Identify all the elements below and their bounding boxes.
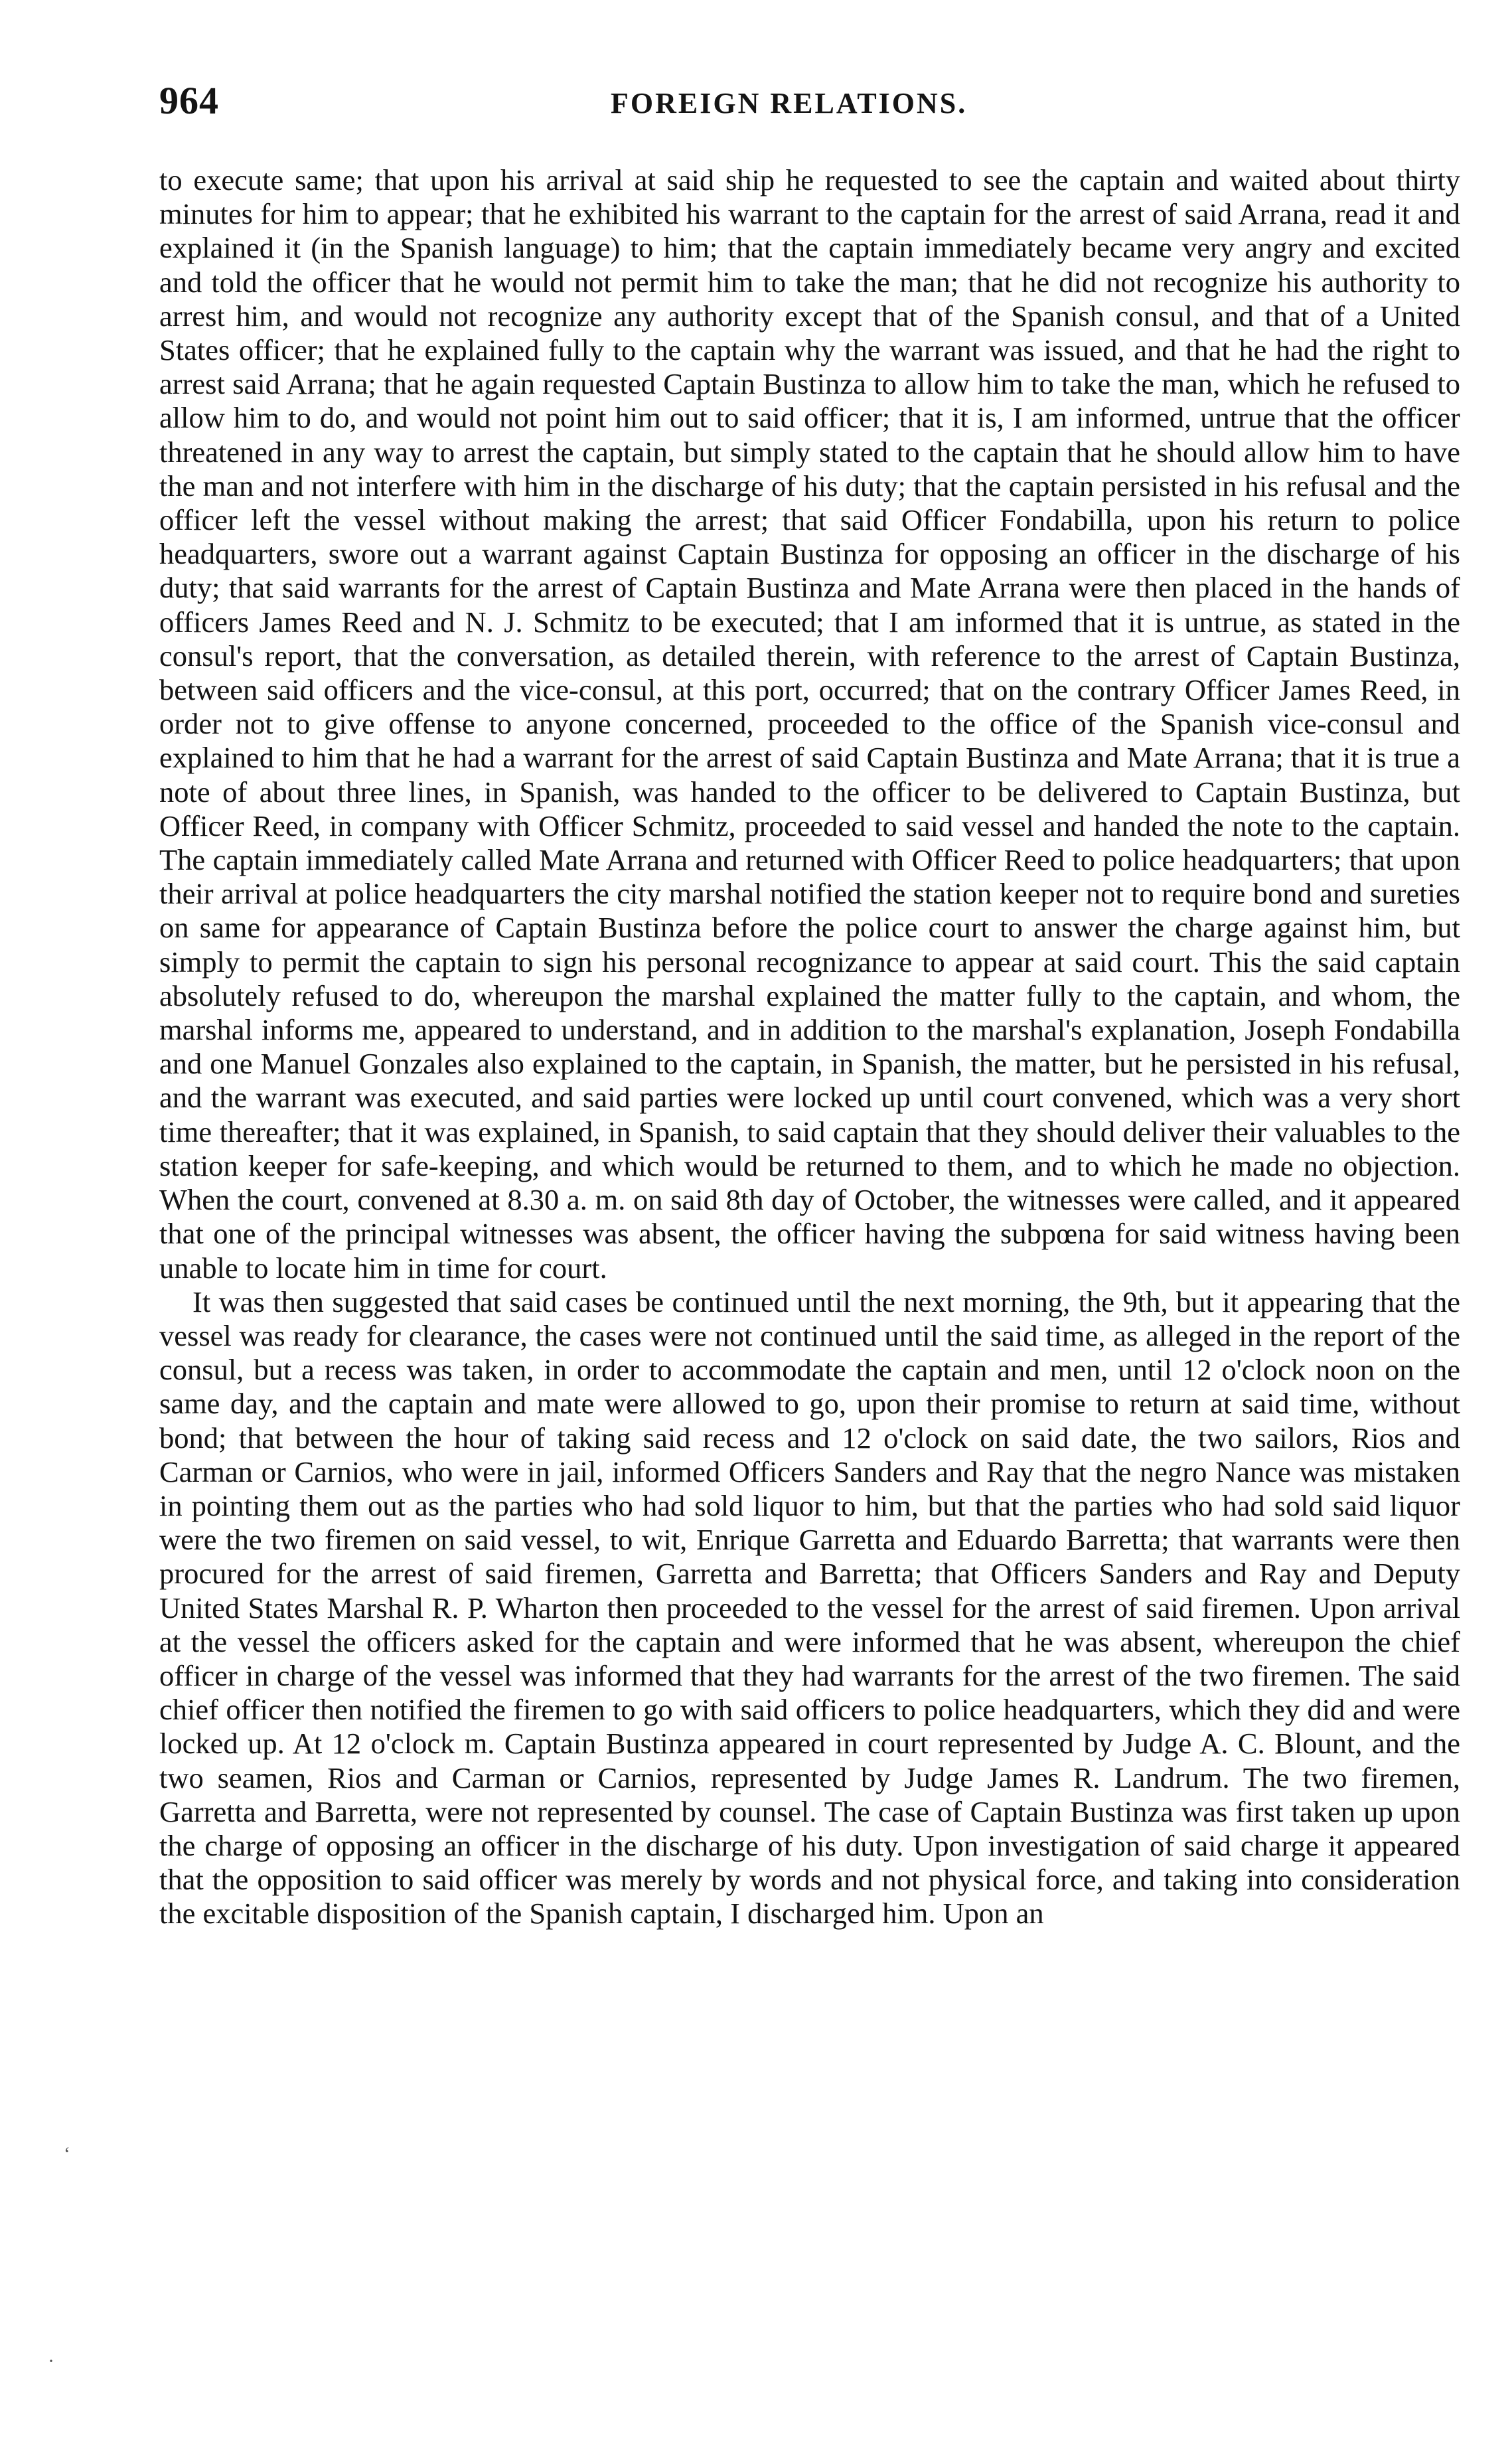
body-text [159,163,1460,1931]
paragraph: to execute same; that upon his arrival at said ship he requested to see the captain and waited about thirty minutes for him to appear; that he exhibited his warrant to the captain for the arrest of said Arrana, read it and explained it (in the Spanish language) to him; that the captain immediately became very angry and excited and told the officer that he would not permit him to take the man; that he did not recognize his authority to arrest him, and would not recognize any authority except that of the Spanish consul, and that of a United States officer; that he explained fully to the captain why the warrant was issued, and that he had the right to arrest said Arrana; that he again requested Captain Bustinza to allow him to take the man, which he refused to allow him to do, and would not point him out to said officer; that it is, I am informed, untrue that the officer threatened in any way to arrest the captain, but simply stated to the captain that he should allow him to have the man and not interfere with him in the discharge of his duty; that the captain persisted in his refusal and the officer left the vessel without making the arrest; that said Officer Fondabilla, upon his return to police headquarters, swore out a warrant against Captain Bustinza for opposing an officer in the discharge of his duty; that said warrants for the arrest of Captain Bustinza and Mate Arrana were then placed in the hands of officers James Reed and N. J. Schmitz to be executed; that I am informed that it is untrue, as stated in the consul's report, that the conversation, as detailed therein, with reference to the arrest of Captain Bustinza, between said officers and the vice-consul, at this port, occurred; that on the contrary Officer James Reed, in order not to give offense to anyone concerned, proceeded to the office of the Spanish vice-consul and explained to him that he had a warrant for the arrest of said Captain Bustinza and Mate Arrana; that it is true a note of about three lines, in Spanish, was handed to the officer to be delivered to Captain Bustinza, but Officer Reed, in company with Officer Schmitz, proceeded to said vessel and handed the note to the captain. The captain immediately called Mate Arrana and returned with Officer Reed to police headquarters; that upon their arrival at police headquarters the city marshal notified the station keeper not to require bond and sureties on same for appearance of Captain Bustinza before the police court to answer the charge against him, but simply to permit the captain to sign his personal recognizance to appear at said court. This the said captain absolutely refused to do, whereupon the marshal explained the matter fully to the captain, and whom, the marshal informs me, appeared to understand, and in addition to the marshal's explanation, Joseph Fondabilla and one Manuel Gonzales also explained to the captain, in Spanish, the matter, but he persisted in his refusal, and the warrant was executed, and said parties were locked up until court convened, which was a very short time thereafter; that it was explained, in Spanish, to said captain that they should deliver their valuables to the station keeper for safe-keeping, and which would be returned to them, and to which he made no objection. When the court, convened at 8.30 a. m. on said 8th day of October, the witnesses were called, and it appeared that one of the principal witnesses was absent, the officer having the subpœna for said witness having been unable to locate him in time for court. [159,163,1460,1285]
margin-mark: ‘ [64,2143,70,2165]
margin-mark: · [48,2350,54,2372]
page-header [159,78,1460,145]
paragraph: It was then suggested that said cases be continued until the next morning, the 9th, but it appearing that the vessel was ready for clearance, the cases were not continued until the said time, as alleged in the report of the consul, but a recess was taken, in order to accommodate the captain and men, until 12 o'clock noon on the same day, and the captain and mate were allowed to go, upon their promise to return at said time, without bond; that between the hour of taking said recess and 12 o'clock on said date, the two sailors, Rios and Carman or Carnios, who were in jail, informed Officers Sanders and Ray that the negro Nance was mistaken in pointing them out as the parties who had sold liquor to him, but that the parties who had sold said liquor were the two firemen on said vessel, to wit, Enrique Garretta and Eduardo Barretta; that warrants were then procured for the arrest of said firemen, Garretta and Barretta; that Officers Sanders and Ray and Deputy United States Marshal R. P. Wharton then proceeded to the vessel for the arrest of said firemen. Upon arrival at the vessel the officers asked for the captain and were informed that he was absent, whereupon the chief officer in charge of the vessel was informed that they had warrants for the arrest of the two firemen. The said chief officer then notified the firemen to go with said officers to police headquarters, which they did and were locked up. At 12 o'clock m. Captain Bustinza appeared in court represented by Judge A. C. Blount, and the two seamen, Rios and Carman or Carnios, represented by Judge James R. Landrum. The two firemen, Garretta and Barretta, were not represented by counsel. The case of Captain Bustinza was first taken up upon the charge of opposing an officer in the discharge of his duty. Upon investigation of said charge it appeared that the opposition to said officer was merely by words and not physical force, and taking into consideration the excitable disposition of the Spanish captain, I discharged him. Upon an [159,1285,1460,1931]
running-head: FOREIGN RELATIONS. [611,87,968,119]
page-number: 964 [159,79,219,122]
